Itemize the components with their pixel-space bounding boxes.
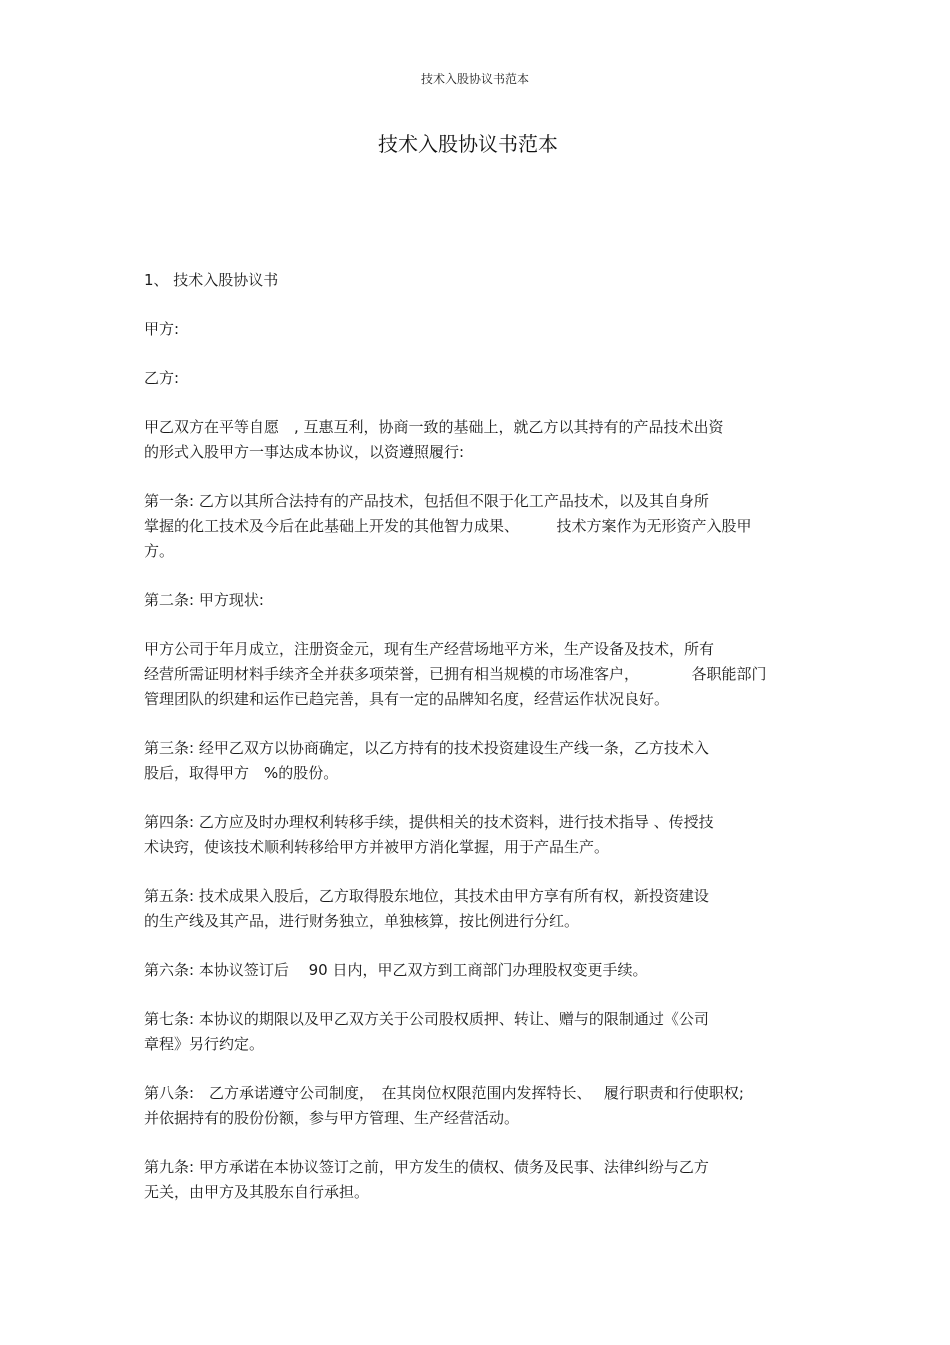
text-line: 经营所需证明材料手续齐全并获多项荣誉，已拥有相当规模的市场准客户， 各职能部门: [144, 665, 767, 683]
paragraph-article-8: [144, 1081, 804, 1131]
text-line: 第八条: 乙方承诺遵守公司制度， 在其岗位权限范围内发挥特长、 履行职责和行使职权;: [144, 1084, 744, 1102]
text-line: 的形式入股甲方一事达成本协议，以资遵照履行:: [144, 443, 465, 461]
paragraph-article-7: [144, 1007, 804, 1057]
paragraph-article-9: [144, 1155, 804, 1205]
text-line: 第七条: 本协议的期限以及甲乙双方关于公司股权质押、转让、赠与的限制通过《公司: [144, 1010, 709, 1028]
text-line: 第一条: 乙方以其所合法持有的产品技术，包括但不限于化工产品技术，以及其自身所: [144, 492, 709, 510]
paragraph-article-1: [144, 489, 804, 564]
paragraph-party-a-status: [144, 637, 804, 712]
paragraph-article-4: [144, 810, 804, 860]
text-line: 股后，取得甲方 %的股份。: [144, 764, 339, 782]
text-line: 的生产线及其产品，进行财务独立，单独核算，按比例进行分红。: [144, 912, 580, 930]
text-line: 第二条: 甲方现状:: [144, 591, 264, 609]
text-line: 第五条: 技术成果入股后，乙方取得股东地位，其技术由甲方享有所有权，新投资建设: [144, 887, 709, 905]
text-line: 章程》另行约定。: [144, 1035, 265, 1053]
paragraph-article-6: [144, 958, 804, 983]
text-line: 第六条: 本协议签订后 90 日内，甲乙双方到工商部门办理股权变更手续。: [144, 961, 648, 979]
text-line: 术诀窍，使该技术顺利转移给甲方并被甲方消化掌握，用于产品生产。: [144, 838, 610, 856]
paragraph-article-5: [144, 884, 804, 934]
running-header: 技术入股协议书范本: [420, 72, 529, 86]
text-line: 甲方公司于年月成立，注册资金元，现有生产经营场地平方米，生产设备及技术，所有: [144, 640, 715, 658]
party-a-label: 甲方:: [144, 320, 180, 338]
text-line: 方。: [144, 542, 175, 560]
text-line: 甲乙双方在平等自愿 , 互惠互利，协商一致的基础上，就乙方以其持有的产品技术出资: [144, 418, 724, 436]
text-line: 并依据持有的股份份额，参与甲方管理、生产经营活动。: [144, 1109, 520, 1127]
paragraph-article-2: [144, 588, 804, 613]
text-line: 第九条: 甲方承诺在本协议签订之前，甲方发生的债权、债务及民事、法律纠纷与乙方: [144, 1158, 709, 1176]
document-body: [144, 268, 804, 1229]
text-line: 无关，由甲方及其股东自行承担。: [144, 1183, 370, 1201]
text-line: 第三条: 经甲乙双方以协商确定，以乙方持有的技术投资建设生产线一条，乙方技术入: [144, 739, 709, 757]
document-title: 技术入股协议书范本: [378, 132, 558, 156]
paragraph-preamble: [144, 415, 804, 465]
text-line: 管理团队的织建和运作已趋完善，具有一定的品牌知名度，经营运作状况良好。: [144, 690, 670, 708]
paragraph-article-3: [144, 736, 804, 786]
text-line: 掌握的化工技术及今后在此基础上开发的其他智力成果、 技术方案作为无形资产入股甲: [144, 517, 752, 535]
party-b-label: 乙方:: [144, 369, 180, 387]
text-line: 第四条: 乙方应及时办理权利转移手续，提供相关的技术资料，进行技术指导 、传授技: [144, 813, 714, 831]
section-heading: 1、 技术入股协议书: [144, 271, 279, 289]
